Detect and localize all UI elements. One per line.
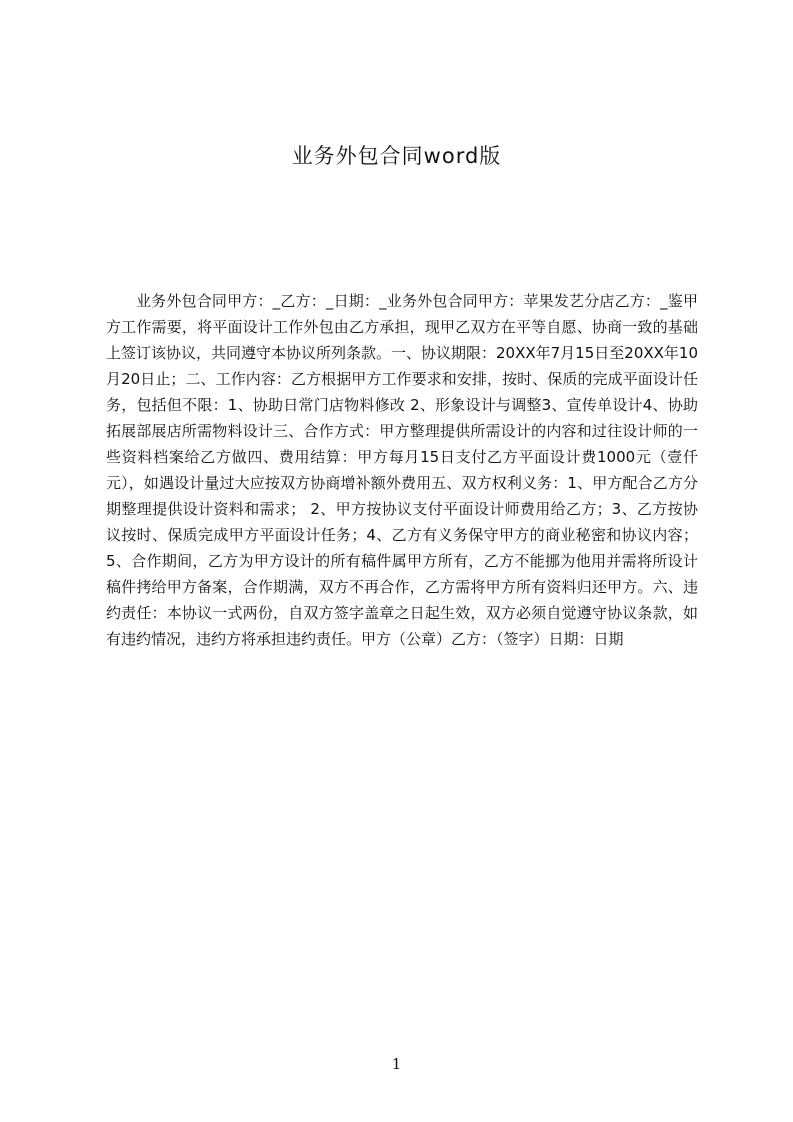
document-title: 业务外包合同word版 (291, 144, 502, 168)
contract-body-paragraph: 业务外包合同甲方：_乙方：_日期：_业务外包合同甲方：苹果发艺分店乙方：_鉴甲方工作需要，将平面设计工作外包由乙方承担，现甲乙双方在平等自愿、协商一致的基础上签订该协议，共同遵守本协议所列条款。一、协议期限：20XX年7月15日至20XX年10月20日止；二、工作内容：乙方根据甲方工作要求和安排，按时、保质的完成平面设计任务，包括但不限：1、协助日常门店物料修改 2、形象设计与调整3、宣传单设计4、协助拓展部展店所需物料设计三、合作方式：甲方整理提供所需设计的内容和过往设计师的一些资料档案给乙方做四、费用结算：甲方每月15日支付乙方平面设计费1000元（壹仟元），如遇设计量过大应按双方协商增补额外费用五、双方权利义务：1、甲方配合乙方分期整理提供设计资料和需求； 2、甲方按协议支付平面设计师费用给乙方；3、乙方按协议按时、保质完成甲方平面设计任务；4、乙方有义务保守甲方的商业秘密和协议内容；5、合作期间，乙方为甲方设计的所有稿件属甲方所有，乙方不能挪为他用并需将所设计稿件拷给甲方备案，合作期满，双方不再合作，乙方需将甲方所有资料归还甲方。六、违约责任：本协议一式两份，自双方签字盖章之日起生效，双方必须自觉遵守协议条款，如有违约情况，违约方将承担违约责任。甲方（公章）乙方：（签字）日期：日期 (106, 292, 698, 648)
page-number: 1 (391, 1055, 402, 1073)
